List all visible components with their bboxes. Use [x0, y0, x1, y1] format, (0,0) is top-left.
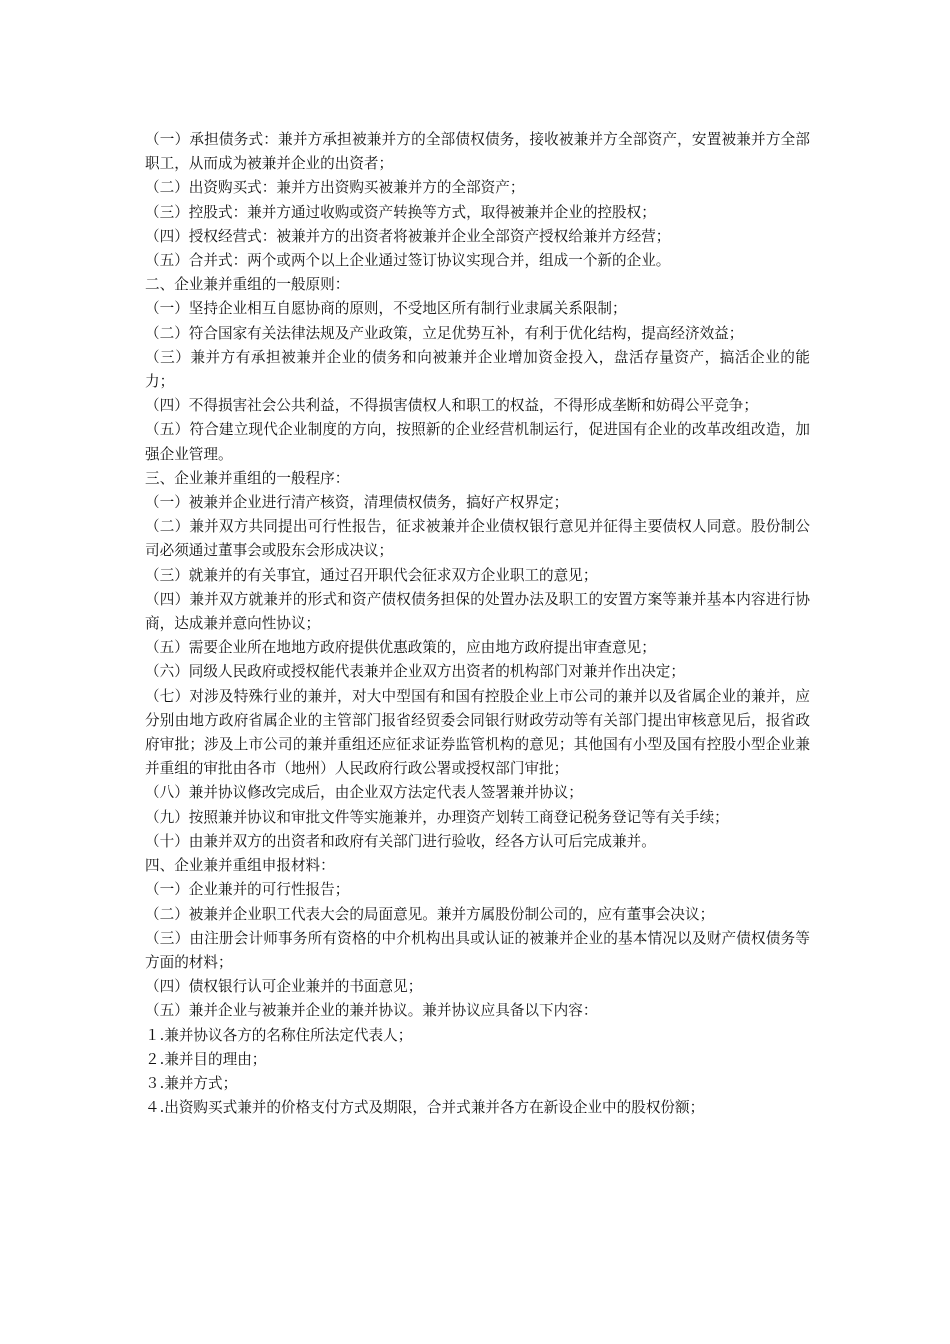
list-item: ３.兼并方式； [145, 1074, 238, 1092]
paragraph: （八）兼并协议修改完成后，由企业双方法定代表人签署兼并协议； [145, 784, 583, 802]
paragraph: （一）承担债务式：兼并方承担被兼并方的全部债权债务，接收被兼并方全部资产，安置被兼并方全部职工，从而成为被兼并企业的出资者； [145, 131, 810, 173]
paragraph: （一）坚持企业相互自愿协商的原则，不受地区所有制行业隶属关系限制； [145, 300, 627, 318]
paragraph: （一）被兼并企业进行清产核资，清理债权债务，搞好产权界定； [145, 494, 569, 512]
paragraph: （五）合并式：两个或两个以上企业通过签订协议实现合并，组成一个新的企业。 [145, 252, 671, 270]
list-item: １.兼并协议各方的名称住所法定代表人； [145, 1026, 413, 1044]
paragraph: （一）企业兼并的可行性报告； [145, 881, 350, 899]
paragraph: （三）兼并方有承担被兼并企业的债务和向被兼并企业增加资金投入，盘活存量资产，搞活企业的能力； [145, 348, 810, 391]
paragraph: （二）被兼并企业职工代表大会的局面意见。兼并方属股份制公司的，应有董事会决议； [145, 905, 715, 923]
paragraph: （二）出资购买式：兼并方出资购买被兼并方的全部资产； [145, 179, 525, 197]
paragraph: （二）符合国家有关法律法规及产业政策，立足优势互补，有利于优化结构，提高经济效益； [145, 324, 744, 342]
paragraph: （二）兼并双方共同提出可行性报告，征求被兼并企业债权银行意见并征得主要债权人同意。股份制公司必须通过董事会或股东会形成决议； [145, 518, 810, 560]
paragraph: （九）按照兼并协议和审批文件等实施兼并，办理资产划转工商登记税务登记等有关手续； [145, 808, 729, 826]
paragraph: （四）债权银行认可企业兼并的书面意见； [145, 978, 423, 996]
paragraph: （三）控股式：兼并方通过收购或资产转换等方式，取得被兼并企业的控股权； [145, 203, 656, 221]
section-heading: 四、企业兼并重组申报材料： [145, 857, 335, 875]
list-item: ４.出资购买式兼并的价格支付方式及期限，合并式兼并各方在新设企业中的股权份额； [145, 1099, 705, 1117]
list-item: ２.兼并目的理由； [145, 1050, 267, 1068]
paragraph: （五）兼并企业与被兼并企业的兼并协议。兼并协议应具备以下内容： [145, 1002, 598, 1020]
paragraph: （三）就兼并的有关事宜，通过召开职代会征求双方企业职工的意见； [145, 566, 598, 584]
section-heading: 三、企业兼并重组的一般程序： [145, 469, 350, 487]
paragraph: （四）授权经营式：被兼并方的出资者将被兼并企业全部资产授权给兼并方经营； [145, 227, 671, 245]
document-page [145, 128, 810, 1120]
paragraph: （七）对涉及特殊行业的兼并，对大中型国有和国有控股企业上市公司的兼并以及省属企业的兼并，应分别由地方政府省属企业的主管部门报省经贸委会同银行财政劳动等有关部门提出审核意见后，报省政府审批；涉及上市公司的兼并重组还应征求证券监管机构的意见；其他国有小型及国有控股小型企业兼并重组的审批由各市（地州）人民政府行政公署或授权部门审批； [145, 687, 810, 778]
paragraph: （四）兼并双方就兼并的形式和资产债权债务担保的处置办法及职工的安置方案等兼并基本内容进行协商，达成兼并意向性协议； [145, 590, 810, 633]
paragraph: （十）由兼并双方的出资者和政府有关部门进行验收，经各方认可后完成兼并。 [145, 832, 656, 850]
paragraph: （五）需要企业所在地地方政府提供优惠政策的，应由地方政府提出审查意见； [145, 639, 656, 657]
section-heading: 二、企业兼并重组的一般原则： [145, 276, 350, 294]
paragraph: （四）不得损害社会公共利益，不得损害债权人和职工的权益，不得形成垄断和妨碍公平竞争； [145, 397, 758, 415]
paragraph: （五）符合建立现代企业制度的方向，按照新的企业经营机制运行，促进国有企业的改革改组改造，加强企业管理。 [145, 421, 810, 463]
paragraph: （六）同级人民政府或授权能代表兼并企业双方出资者的机构部门对兼并作出决定； [145, 663, 685, 681]
paragraph: （三）由注册会计师事务所有资格的中介机构出具或认证的被兼并企业的基本情况以及财产债权债务等方面的材料； [145, 929, 810, 971]
